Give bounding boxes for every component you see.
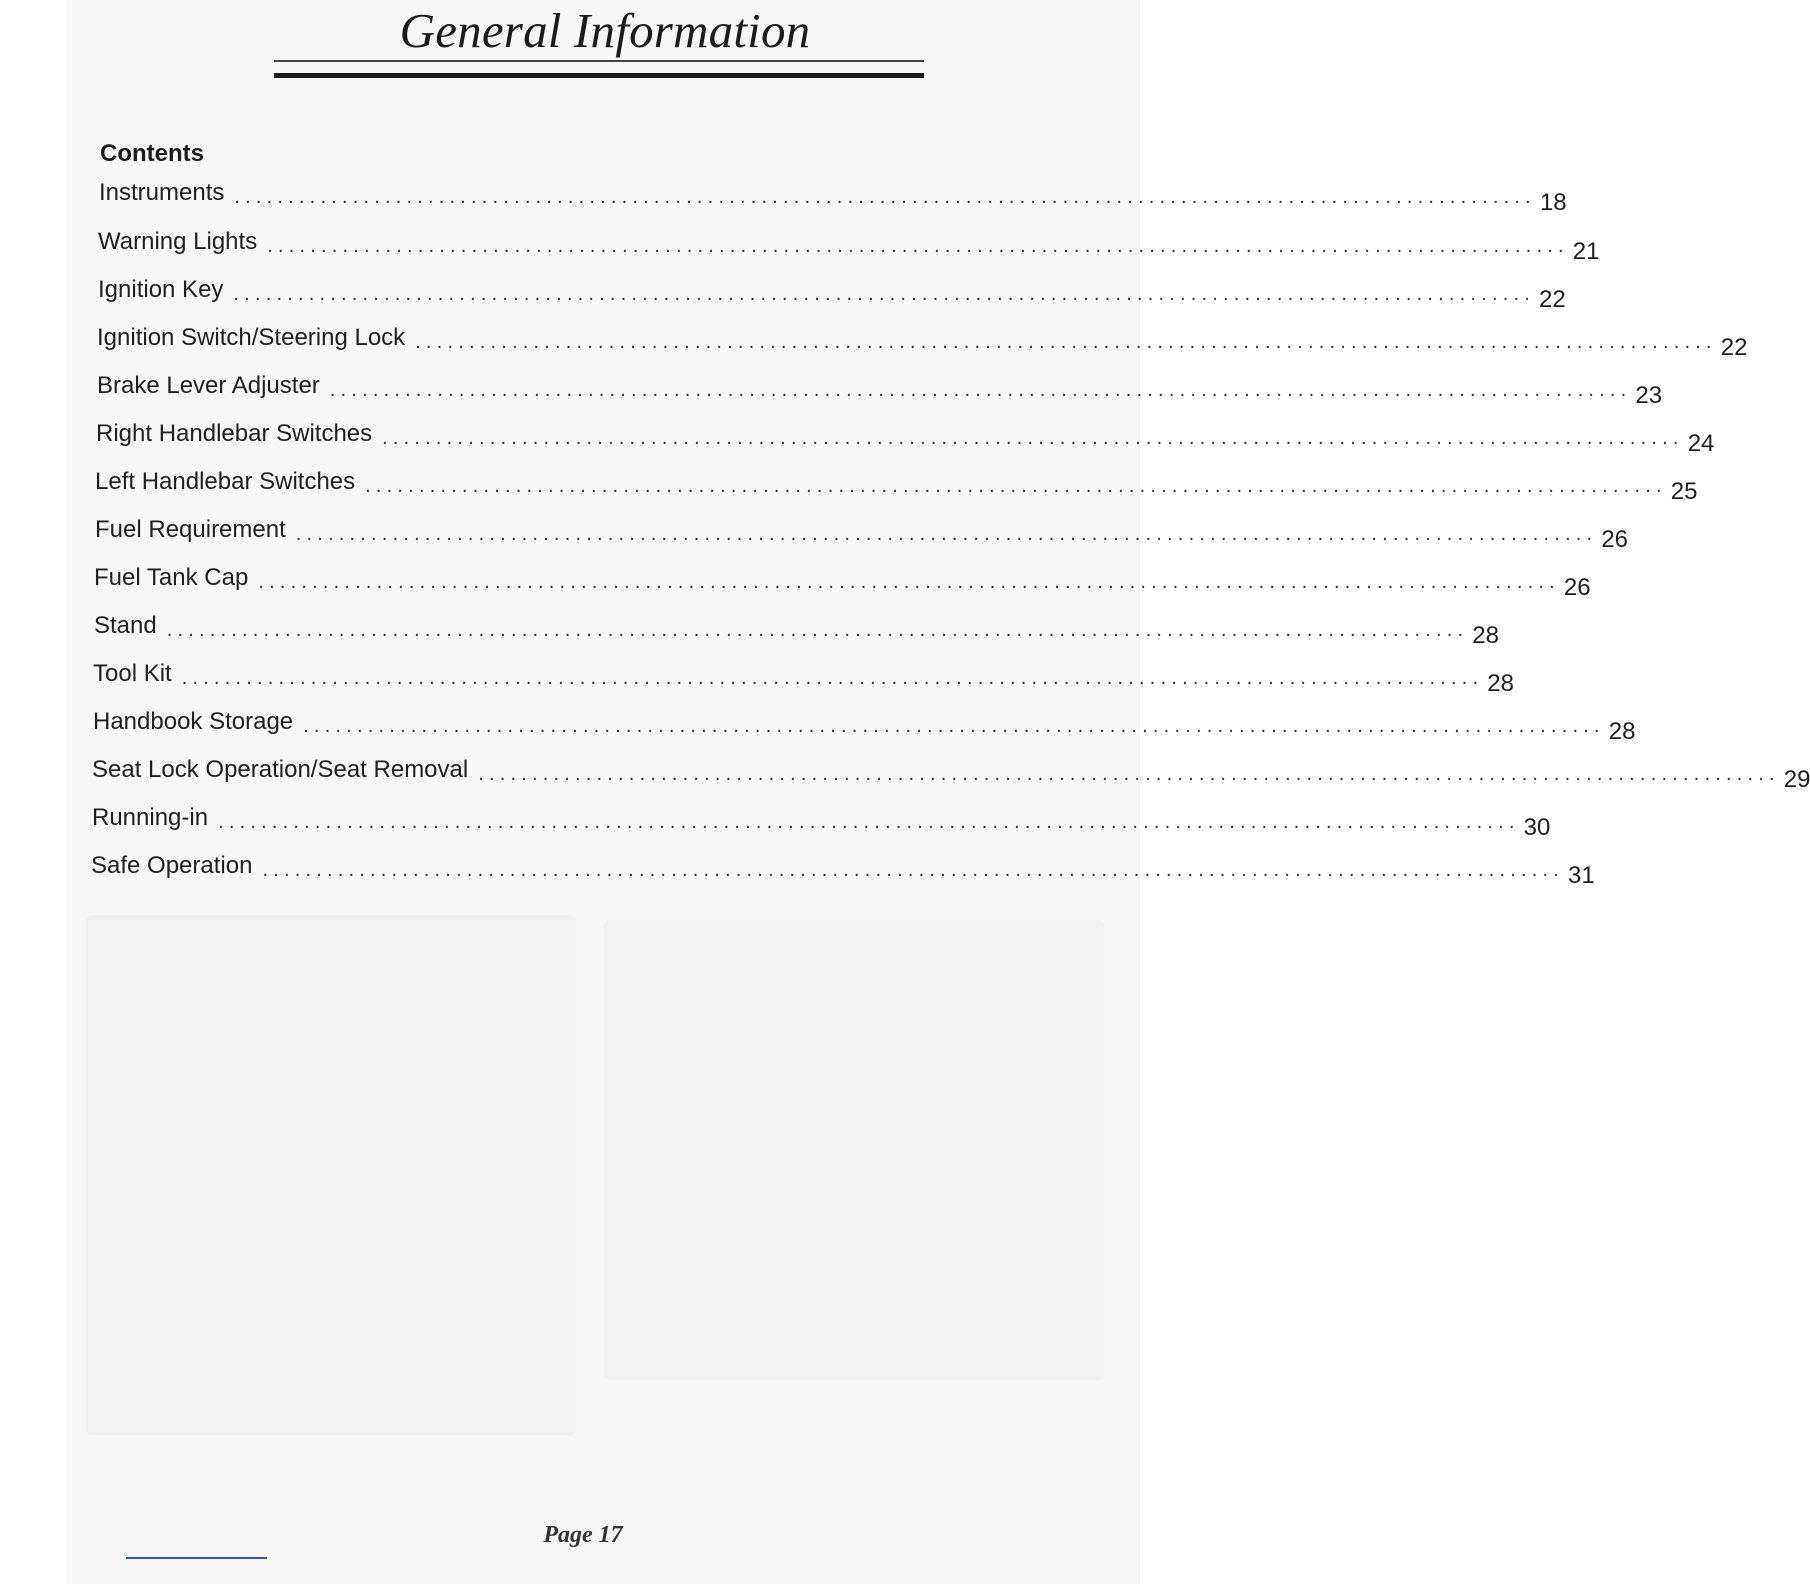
toc-entry-page: 30 <box>1523 814 1551 841</box>
dot-leader: ......................................................................................................................... <box>218 811 1520 833</box>
dot-leader: ......................................................................................................................... <box>478 763 1780 785</box>
toc-entry-stand[interactable] <box>94 611 1499 651</box>
dot-leader: ......................................................................................................................... <box>267 235 1569 257</box>
toc-entry-tool-kit[interactable] <box>93 659 1514 699</box>
toc-entry-page: 29 <box>1783 766 1810 793</box>
dot-leader: ......................................................................................................................... <box>234 186 1536 208</box>
toc-entry-label: Instruments <box>99 179 225 206</box>
dot-leader: ......................................................................................................................... <box>303 715 1605 737</box>
toc-entry-label: Seat Lock Operation/Seat Removal <box>92 756 469 783</box>
toc-entry-label: Safe Operation <box>91 852 253 879</box>
toc-entry-label: Handbook Storage <box>93 708 294 735</box>
toc-entry-page: 28 <box>1487 670 1514 697</box>
toc-entry-brake-lever-adjuster[interactable] <box>97 371 1663 411</box>
page-title: General Information <box>399 3 811 58</box>
bottom-edge-mark <box>126 1557 267 1559</box>
toc-entry-warning-lights[interactable] <box>98 227 1600 267</box>
toc-entry-page: 25 <box>1670 478 1698 505</box>
toc-entry-page: 31 <box>1568 862 1595 889</box>
dot-leader: ......................................................................................................................... <box>329 379 1632 401</box>
dot-leader: ......................................................................................................................... <box>365 475 1667 497</box>
dot-leader: ......................................................................................................................... <box>262 859 1564 881</box>
toc-entry-label: Fuel Requirement <box>95 516 286 543</box>
toc-entry-label: Left Handlebar Switches <box>95 468 356 495</box>
dot-leader: ......................................................................................................................... <box>233 283 1535 305</box>
toc-entry-page: 26 <box>1601 526 1629 553</box>
toc-entry-label: Right Handlebar Switches <box>96 420 373 447</box>
toc-entry-page: 22 <box>1720 334 1748 361</box>
dot-leader: ......................................................................................................................... <box>166 619 1469 641</box>
toc-entry-page: 22 <box>1538 286 1566 313</box>
toc-entry-running-in[interactable] <box>92 803 1551 843</box>
toc-entry-safe-operation[interactable] <box>91 851 1595 891</box>
toc-entry-label: Fuel Tank Cap <box>94 564 249 591</box>
dot-leader: ......................................................................................................................... <box>295 523 1598 545</box>
toc-entry-label: Brake Lever Adjuster <box>97 372 320 399</box>
toc-entry-page: 21 <box>1572 238 1600 265</box>
page-number: Page 17 <box>543 1522 623 1548</box>
toc-entry-page: 28 <box>1608 718 1636 745</box>
toc-entry-instruments[interactable] <box>99 178 1567 218</box>
toc-entry-ignition-switch[interactable] <box>97 323 1748 363</box>
contents-heading: Contents <box>100 140 204 167</box>
dot-leader: ......................................................................................................................... <box>181 667 1484 689</box>
toc-entry-label: Warning Lights <box>98 228 258 255</box>
toc-entry-fuel-tank-cap[interactable] <box>94 563 1591 603</box>
toc-entry-label: Ignition Switch/Steering Lock <box>97 324 406 351</box>
toc-entry-label: Tool Kit <box>93 660 172 687</box>
toc-entry-page: 24 <box>1687 430 1715 457</box>
toc-entry-page: 26 <box>1563 574 1591 601</box>
toc-entry-handbook-storage[interactable] <box>93 707 1636 747</box>
toc-entry-label: Running-in <box>92 804 209 831</box>
toc-entry-ignition-key[interactable] <box>98 275 1566 315</box>
toc-entry-page: 23 <box>1635 382 1663 409</box>
dot-leader: ......................................................................................................................... <box>382 427 1684 449</box>
toc-entry-page: 28 <box>1472 622 1499 649</box>
toc-entry-label: Ignition Key <box>98 276 224 303</box>
dot-leader: ......................................................................................................................... <box>258 571 1560 593</box>
toc-entry-fuel-requirement[interactable] <box>95 515 1629 555</box>
toc-entry-label: Stand <box>94 612 157 639</box>
dot-leader: ......................................................................................................................... <box>415 331 1717 353</box>
toc-entry-right-handlebar-switches[interactable] <box>96 419 1715 459</box>
toc-entry-seat-lock-operation[interactable] <box>92 755 1810 795</box>
toc-entry-page: 18 <box>1539 189 1567 216</box>
toc-entry-left-handlebar-switches[interactable] <box>95 467 1698 507</box>
